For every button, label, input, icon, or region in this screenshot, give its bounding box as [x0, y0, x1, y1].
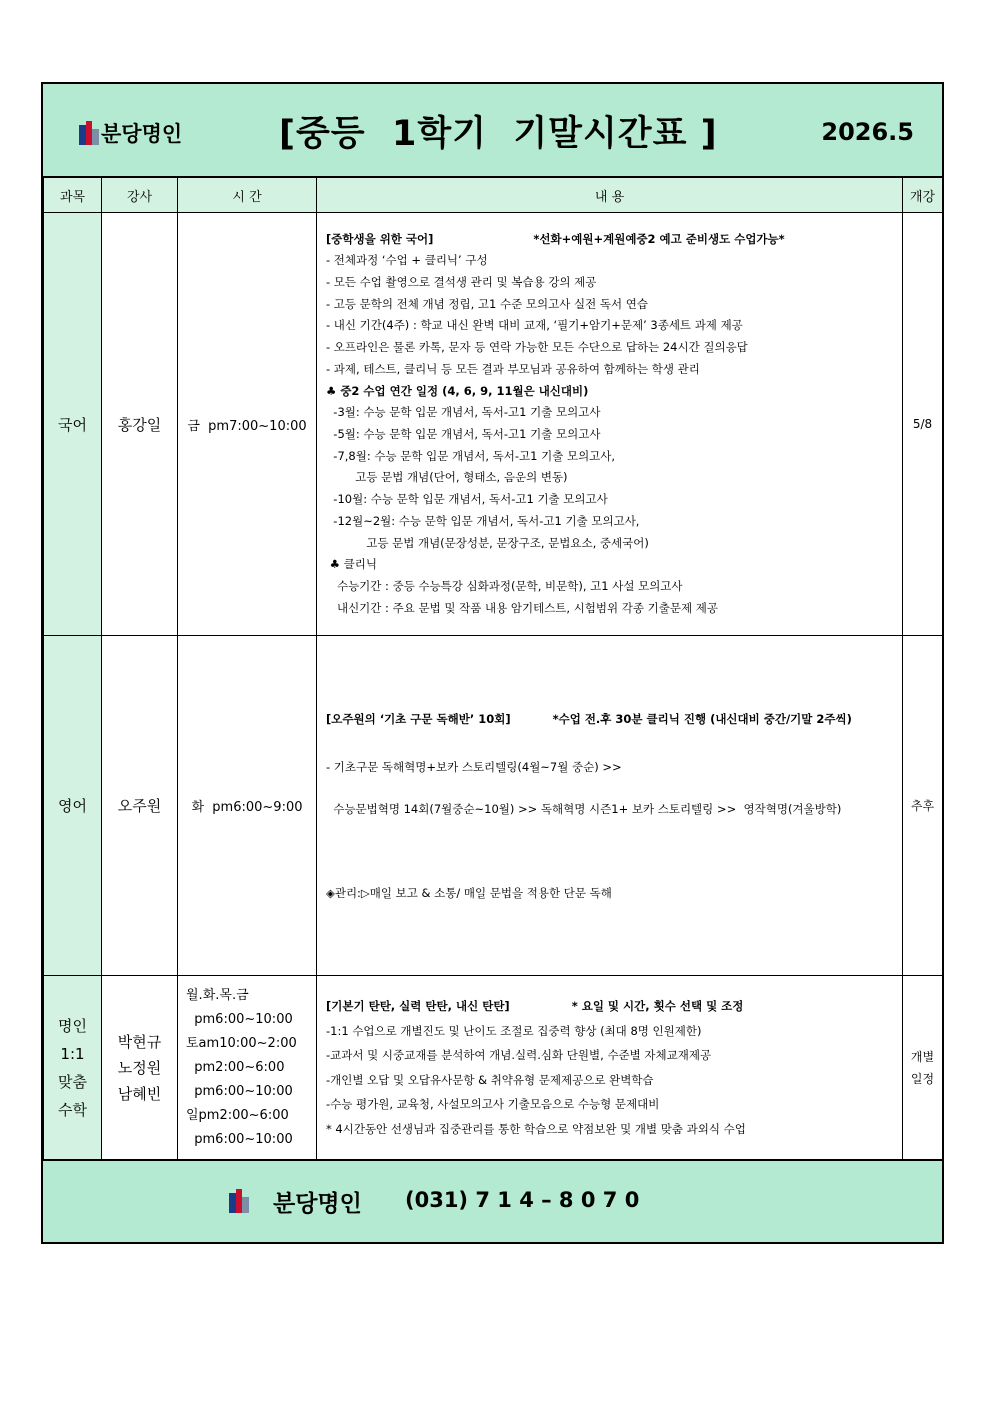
brand-logo-icon [79, 121, 99, 145]
brand-logo [79, 118, 182, 148]
col-start: 개강 [903, 178, 943, 213]
table-row-math [44, 976, 943, 1160]
col-content: 내 용 [317, 178, 903, 213]
list-item: -5월: 수능 문학 입문 개념서, 독서-고1 기출 모의고사 [326, 427, 601, 441]
footer-bar [43, 1160, 942, 1242]
list-item: * 4시간동안 선생님과 집중관리를 통한 학습으로 약점보완 및 개별 맞춤 과외식 수업 [326, 1121, 746, 1136]
list-item: - 기초구문 독해혁명+보카 스토리텔링(4월~7월 중순) >> [326, 759, 622, 774]
list-item: 수능기간 : 중등 수능특강 심화과정(문학, 비문학), 고1 사설 모의고사 [326, 578, 683, 593]
col-teacher: 강사 [102, 178, 178, 213]
start-cell: 추후 [903, 636, 943, 976]
list-item: 고등 문법 개념(단어, 형태소, 음운의 변동) [326, 470, 568, 485]
content-cell [317, 976, 903, 1160]
list-item: -1:1 수업으로 개별진도 및 난이도 조절로 집중력 향상 (최대 8명 인원제한) [326, 1023, 702, 1038]
list-item: - 내신 기간(4주) : 학교 내신 완벽 대비 교재, ‘필기+암기+문제’ 3종세트 과제 제공 [326, 318, 743, 333]
start-cell: 5/8 [903, 213, 943, 636]
time-cell: 월.화.목.금 pm6:00~10:00 토am10:00~2:00 pm2:00~6:00 pm6:00~10:00 일pm2:00~6:00 pm6:00~10:00 [178, 976, 317, 1160]
schedule-title: ♣ 중2 수업 연간 일정 (4, 6, 9, 11월은 내신대비) [326, 383, 589, 398]
subject-cell: 영어 [44, 636, 102, 976]
footer-phone: (031) 7 1 4 – 8 0 7 0 [405, 1188, 640, 1212]
col-time: 시 간 [178, 178, 317, 213]
list-item: 내신기간 : 주요 문법 및 작품 내용 암기테스트, 시험범위 각종 기출문제 제공 [326, 600, 718, 615]
table-header-row [44, 178, 943, 213]
list-item: - 과제, 테스트, 클리닉 등 모든 결과 부모님과 공유하여 함께하는 학생 관리 [326, 361, 700, 376]
list-item: 고등 문법 개념(문장성분, 문장구조, 문법요소, 중세국어) [326, 535, 649, 550]
teacher-cell: 박현규 노정원 남혜빈 [102, 976, 178, 1160]
teacher-cell: 홍강일 [102, 213, 178, 636]
time-cell: 화 pm6:00~9:00 [178, 636, 317, 976]
table-row-korean [44, 213, 943, 636]
list-item: -12월~2월: 수능 문학 입문 개념서, 독서-고1 기출 모의고사, [326, 513, 640, 528]
clinic-title: ♣ 클리닉 [326, 557, 377, 572]
list-item: - 오프라인은 물론 카톡, 문자 등 연락 가능한 모든 수단으로 답하는 24시간 질의응답 [326, 340, 748, 355]
brand-name: 분당명인 [101, 122, 183, 146]
year-label: 2026.5 [821, 118, 914, 146]
title-bar [43, 84, 942, 177]
subject-cell: 국어 [44, 213, 102, 636]
page-title: [중등 1학기 기말시간표 ] [279, 114, 718, 154]
list-item: - 모든 수업 촬영으로 결석생 관리 및 복습용 강의 제공 [326, 275, 597, 290]
list-item: 수능문법혁명 14회(7월중순~10월) >> 독해혁명 시즌1+ 보카 스토리텔링 >> 영작혁명(겨울방학) [326, 801, 842, 816]
list-item: -3월: 수능 문학 입문 개념서, 독서-고1 기출 모의고사 [326, 405, 601, 420]
list-item: -교과서 및 시중교재를 분석하여 개념.실력.심화 단원별, 수준별 자체교재제공 [326, 1048, 712, 1062]
teacher-cell: 오주원 [102, 636, 178, 976]
subject-cell: 명인 1:1 맞춤 수학 [44, 976, 102, 1160]
content-cell [317, 636, 903, 976]
col-subject: 과목 [44, 178, 102, 213]
content-cell [317, 213, 903, 636]
list-item: -10월: 수능 문학 입문 개념서, 독서-고1 기출 모의고사 [326, 492, 608, 507]
timetable-sheet [41, 82, 944, 1244]
start-cell: 개별 일정 [903, 976, 943, 1160]
list-item: -수능 평가원, 교육청, 사설모의고사 기출모음으로 수능형 문제대비 [326, 1097, 660, 1111]
list-item: -7,8월: 수능 문학 입문 개념서, 독서-고1 기출 모의고사, [326, 448, 616, 463]
footer-logo-icon [229, 1189, 249, 1213]
content-heading: [기본기 탄탄, 실력 탄탄, 내신 탄탄] * 요일 및 시간, 횟수 선택 및 조정 [326, 999, 744, 1013]
content-heading: [중학생을 위한 국어] *선화+예원+계원예중2 예고 준비생도 수업가능* [326, 231, 785, 246]
schedule-table [43, 177, 943, 1160]
list-item: -개인별 오답 및 오답유사문항 & 취약유형 문제제공으로 완벽학습 [326, 1072, 654, 1087]
content-heading: [오주원의 ‘기초 구문 독해반’ 10회] *수업 전.후 30분 클리닉 진행 (내신대비 중간/기말 2주씩) [326, 711, 852, 726]
list-item: ◈관리:▷매일 보고 & 소통/ 매일 문법을 적용한 단문 독해 [326, 885, 612, 900]
time-cell: 금 pm7:00~10:00 [178, 213, 317, 636]
list-item: - 고등 문학의 전체 개념 정립, 고1 수준 모의고사 실전 독서 연습 [326, 296, 648, 311]
list-item: - 전체과정 ‘수업 + 클리닉’ 구성 [326, 253, 488, 268]
table-row-english [44, 636, 943, 976]
footer-brand: 분당명인 [273, 1191, 362, 1217]
